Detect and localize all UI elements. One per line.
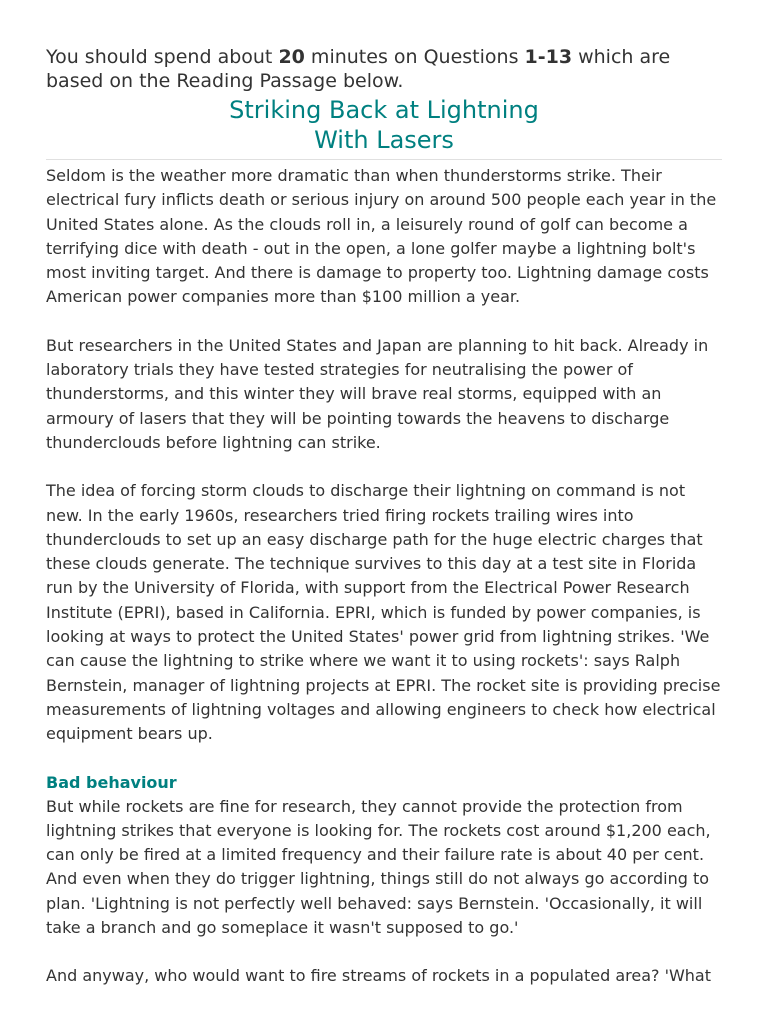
instructions-minutes: 20 (278, 46, 305, 68)
section-heading-bad-behaviour: Bad behaviour (46, 772, 177, 792)
passage-title-line-2: With Lasers (314, 126, 454, 154)
passage-title (46, 95, 722, 160)
passage-paragraph-3: The idea of forcing storm clouds to discharge their lightning on command is not new. In the early 1960s, researchers tried firing rockets trailing wires into thunderclouds to set up an easy discharge path for the huge electric charges that these clouds generate. The technique survives to this day at a test site in Florida run by the University of Florida, with support from the Electrical Power Research Institute (EPRI), based in California. EPRI, which is funded by power companies, is looking at ways to protect the United States' power grid from lightning strikes. 'We can cause the lightning to strike where we want it to using rockets': says Ralph Bernstein, manager of lightning projects at EPRI. The rocket site is providing precise measurements of lightning voltages and allowing engineers to check how electrical equipment bears up. (46, 481, 721, 744)
passage-title-line-1: Striking Back at Lightning (229, 96, 539, 124)
instructions-middle: minutes on Questions (304, 46, 525, 68)
passage-paragraph-1: Seldom is the weather more dramatic than when thunderstorms strike. Their electrical fury inflicts death or serious injury on around 500 people each year in the United States alone. As the clouds roll in, a leisurely round of golf can become a terrifying dice with death - out in the open, a lone golfer maybe a lightning bolt's most inviting target. And there is damage to property too. Lightning damage costs American power companies more than $100 million a year. (46, 166, 717, 307)
passage-paragraph-4: But while rockets are fine for research, they cannot provide the protection from lightning strikes that everyone is looking for. The rockets cost around $1,200 each, can only be fired at a limited frequency and their failure rate is about 40 per cent. And even when they do trigger lightning, things still do not always go according to plan. 'Lightning is not perfectly well behaved: says Bernstein. 'Occasionally, it will take a branch and go someplace it wasn't supposed to go.' (46, 796, 711, 938)
instructions-text (46, 45, 722, 93)
reading-passage (46, 164, 722, 989)
instructions-prefix: You should spend about (46, 46, 279, 68)
passage-paragraph-5: And anyway, who would want to fire streams of rockets in a populated area? 'What (46, 966, 712, 986)
instructions-suffix: which are based on the Reading Passage below. (46, 46, 671, 92)
instructions-questions: 1-13 (524, 46, 573, 68)
passage-paragraph-2: But researchers in the United States and Japan are planning to hit back. Already in laboratory trials they have tested strategies for neutralising the power of thunderstorms, and this winter they will brave real storms, equipped with an armoury of lasers that they will be pointing towards the heavens to discharge thunderclouds before lightning can strike. (46, 335, 709, 452)
